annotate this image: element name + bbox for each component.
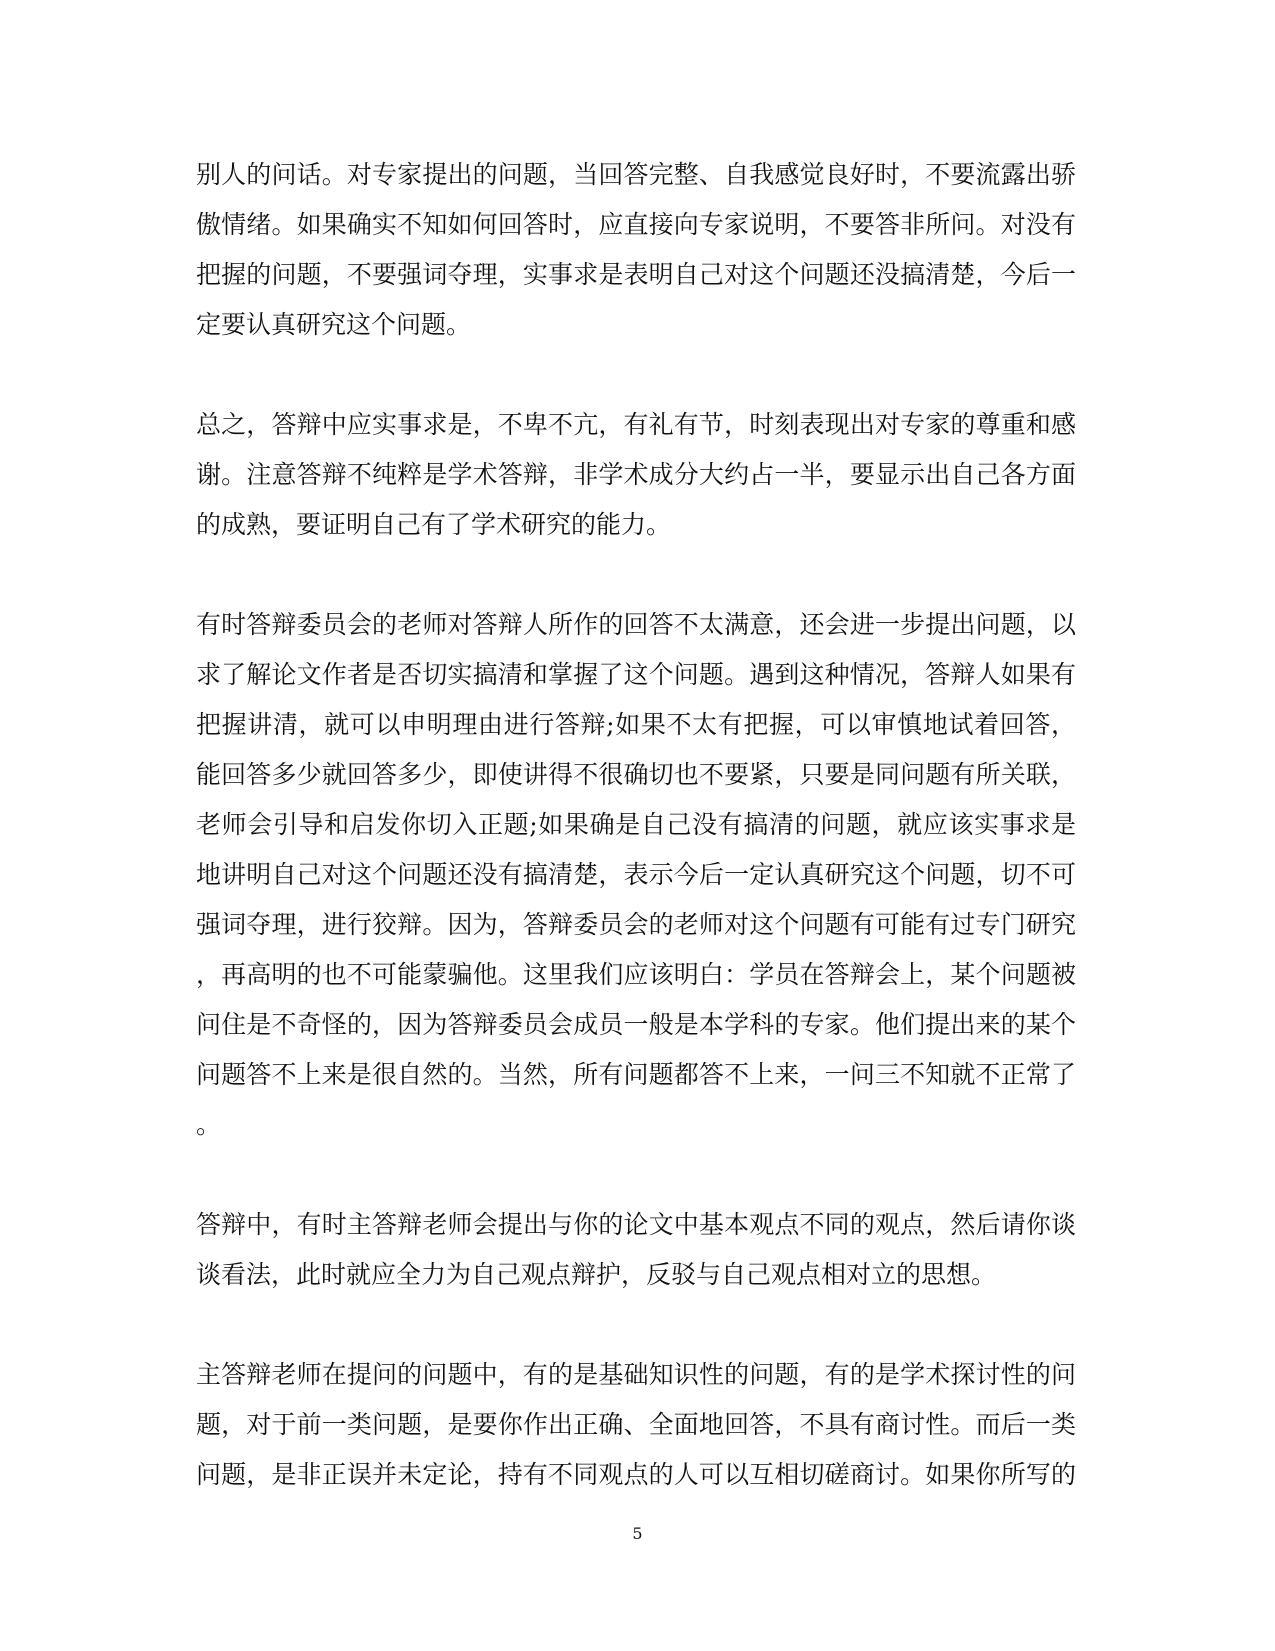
text-line: 傲情绪。如果确实不知如何回答时，应直接向专家说明，不要答非所问。对没有 — [196, 210, 1076, 239]
text-line: 把握的问题，不要强词夺理，实事求是表明自己对这个问题还没搞清楚，今后一 — [196, 260, 1076, 289]
paragraph — [196, 1350, 1076, 1500]
text-line: 问题答不上来是很自然的。当然，所有问题都答不上来，一问三不知就不正常了 — [196, 1060, 1076, 1089]
text-line: ，再高明的也不可能蒙骗他。这里我们应该明白：学员在答辩会上，某个问题被 — [196, 960, 1076, 989]
text-line: 问题，是非正误并未定论，持有不同观点的人可以互相切磋商讨。如果你所写的 — [196, 1460, 1076, 1489]
text-line: 老师会引导和启发你切入正题;如果确是自己没有搞清的问题，就应该实事求是 — [196, 810, 1076, 839]
text-line: 谢。注意答辩不纯粹是学术答辩，非学术成分大约占一半，要显示出自己各方面 — [196, 460, 1076, 489]
text-line: 定要认真研究这个问题。 — [196, 310, 472, 339]
text-line: 。 — [196, 1110, 222, 1139]
text-line: 能回答多少就回答多少，即使讲得不很确切也不要紧，只要是同问题有所关联， — [196, 760, 1076, 789]
text-line: 地讲明自己对这个问题还没有搞清楚，表示今后一定认真研究这个问题，切不可 — [196, 860, 1076, 889]
text-line: 总之，答辩中应实事求是，不卑不亢，有礼有节，时刻表现出对专家的尊重和感 — [196, 410, 1076, 439]
paragraph — [196, 400, 1076, 550]
page-number: 5 — [632, 1524, 643, 1543]
paragraph — [196, 150, 1076, 350]
text-line: 问住是不奇怪的，因为答辩委员会成员一般是本学科的专家。他们提出来的某个 — [196, 1010, 1076, 1039]
document-body — [196, 150, 1076, 1500]
text-line: 谈看法，此时就应全力为自己观点辩护，反驳与自己观点相对立的思想。 — [196, 1260, 997, 1289]
text-line: 的成熟，要证明自己有了学术研究的能力。 — [196, 510, 672, 539]
paragraph — [196, 600, 1076, 1150]
text-line: 把握讲清，就可以申明理由进行答辩;如果不太有把握，可以审慎地试着回答， — [196, 710, 1076, 739]
text-line: 主答辩老师在提问的问题中，有的是基础知识性的问题，有的是学术探讨性的问 — [196, 1360, 1076, 1389]
text-line: 强词夺理，进行狡辩。因为，答辩委员会的老师对这个问题有可能有过专门研究 — [196, 910, 1076, 939]
paragraph — [196, 1200, 1076, 1300]
text-line: 题，对于前一类问题，是要你作出正确、全面地回答，不具有商讨性。而后一类 — [196, 1410, 1076, 1439]
text-line: 求了解论文作者是否切实搞清和掌握了这个问题。遇到这种情况，答辩人如果有 — [196, 660, 1076, 689]
text-line: 答辩中，有时主答辩老师会提出与你的论文中基本观点不同的观点，然后请你谈 — [196, 1210, 1076, 1239]
text-line: 有时答辩委员会的老师对答辩人所作的回答不太满意，还会进一步提出问题，以 — [196, 610, 1076, 639]
text-line: 别人的问话。对专家提出的问题，当回答完整、自我感觉良好时，不要流露出骄 — [196, 160, 1076, 189]
